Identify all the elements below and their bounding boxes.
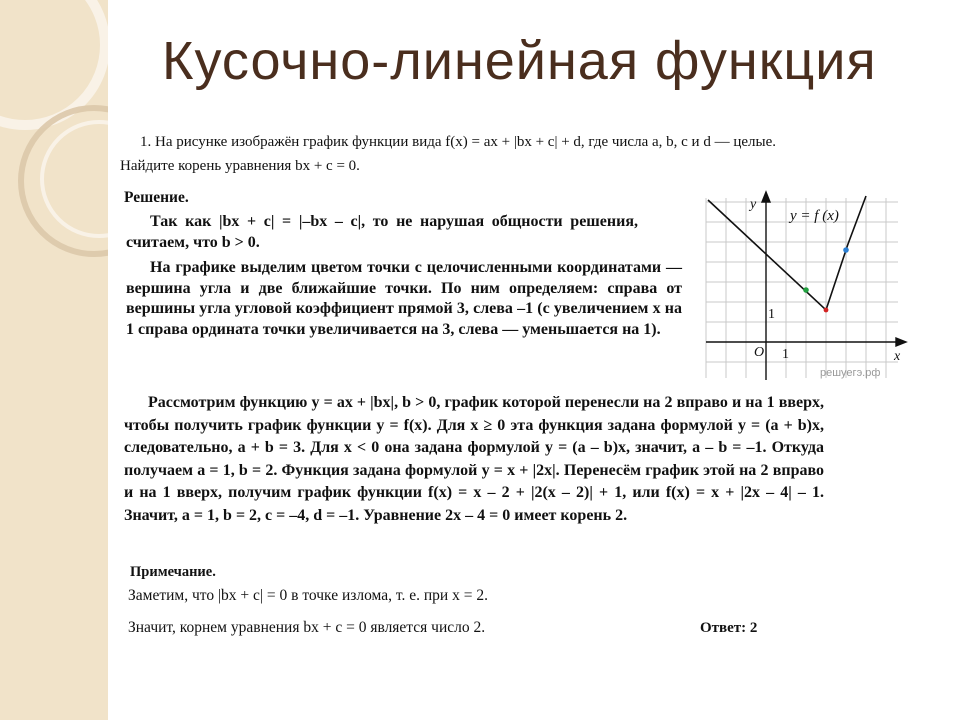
answer-text: Ответ: 2 [700,620,758,636]
solution-paragraph: Так как |bx + c| = |–bx – c|, то не нарушая общности решения, считаем, что b > 0. [126,213,638,251]
solution-heading: Решение. [124,189,189,206]
function-graph [702,188,912,382]
note-heading: Примечание. [130,564,216,580]
tick-x-label: 1 [782,347,789,362]
solution-paragraph: Рассмотрим функцию y = ax + |bx|, b > 0, график которой перенесли на 2 вправо и на 1 вверх, чтобы получить график функции y = f(x). Для x ≥ 0 эта функция задана формулой y = (a + b)x, следовательно, a + b = 3. Для x < 0 она задана формулой y = (a – b)x, значит, a – b = –1. Откуда получаем a = 1, b = 2. Функция задана формулой y = x + |2x|. Перенесём график этой на 2 вправо и на 1 вверх, получим график функции f(x) = x – 2 + |2(x – 2)| + 1, или f(x) = x + |2x – 4| – 1. Значит, a = 1, b = 2, c = –4, d = –1. Уравнение 2x – 4 = 0 имеет корень 2. [124,394,824,524]
function-label: y = f (x) [790,208,839,224]
note-text: Значит, корнем уравнения bx + c = 0 является число 2. [128,619,486,636]
tick-y-label: 1 [768,307,775,322]
graph-line [708,196,866,310]
slide-title: Кусочно-линейная функция [162,31,877,91]
solution-paragraph: На графике выделим цветом точки с целочисленными координатами — вершина угла и две ближайшие точки. По ним определяем: справа от вершины угла угловой коэффициент прямой 3, слева –1 (с увеличением x на 1 справа ордината точки увеличивается на 3, слева — уменьшается на 1). [126,259,682,338]
note-text: Заметим, что |bx + c| = 0 в точке излома, т. е. при x = 2. [128,587,488,604]
axis-x-label: x [894,349,901,364]
right-point [843,247,849,253]
left-point [803,287,809,293]
problem-text: Найдите корень уравнения bx + c = 0. [120,158,360,174]
watermark: решуегэ.рф [820,367,881,379]
decorative-sidebar [0,0,108,720]
origin-label: O [754,345,765,360]
textbook-scan [120,128,940,688]
vertex-point [824,308,829,313]
axis-y-label: y [750,197,757,212]
problem-text: 1. На рисунке изображён график функции вида f(x) = ax + |bx + c| + d, где числа a, b, c и d — целые. [140,134,776,150]
